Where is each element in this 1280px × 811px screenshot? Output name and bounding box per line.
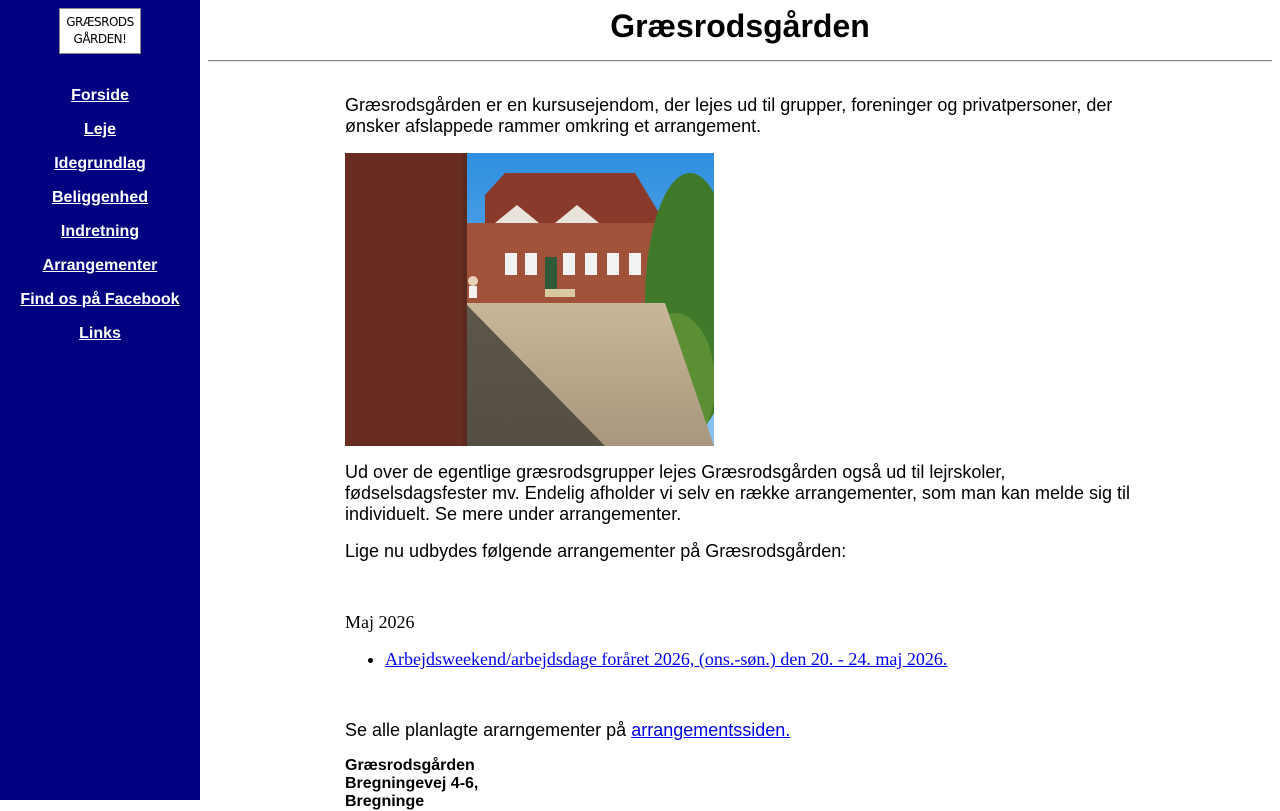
nav-item-forside: [0, 86, 200, 120]
address-line-town: Bregninge: [345, 793, 425, 810]
site-logo[interactable]: [59, 8, 141, 54]
sidebar: [0, 0, 200, 800]
title-divider: [208, 60, 1272, 62]
nav-link-facebook[interactable]: Find os på Facebook: [20, 291, 180, 308]
event-link[interactable]: Arbejdsweekend/arbejdsdage foråret 2026, (ons.-søn.) den 20. - 24. maj 2026.: [385, 649, 948, 669]
events-month-heading: Maj 2026: [345, 612, 415, 632]
address-block: [345, 757, 478, 811]
see-all-paragraph: [345, 720, 790, 741]
logo-line-2: GÅRDEN!: [73, 32, 127, 46]
events-intro: Lige nu udbydes følgende arrangementer på Græsrodsgården:: [345, 541, 847, 561]
events-list: [345, 649, 947, 670]
nav-link-beliggenhed[interactable]: Beliggenhed: [51, 189, 148, 206]
nav-link-indretning[interactable]: Indretning: [60, 223, 140, 240]
address-line-name: Græsrodsgården: [345, 757, 475, 774]
nav-link-forside[interactable]: Forside: [71, 87, 129, 104]
nav-link-links[interactable]: Links: [79, 325, 121, 342]
nav-item-links: [0, 324, 200, 358]
nav-item-arrangementer: [0, 256, 200, 290]
event-item: [385, 649, 947, 670]
main-nav: [0, 86, 200, 358]
address-line-street: Bregningevej 4-6,: [345, 775, 479, 792]
nav-item-beliggenhed: [0, 188, 200, 222]
nav-link-idegrundlag[interactable]: Idegrundlag: [54, 155, 146, 172]
page-title: Græsrodsgården: [610, 8, 870, 44]
nav-link-leje[interactable]: Leje: [83, 121, 116, 138]
arrangements-page-link[interactable]: arrangementssiden.: [631, 720, 791, 740]
farmhouse-photo: [345, 153, 714, 446]
see-all-text: Se alle planlagte ararngementer på: [345, 720, 632, 740]
nav-link-arrangementer[interactable]: Arrangementer: [42, 257, 158, 274]
nav-item-indretning: [0, 222, 200, 256]
intro-paragraph: Græsrodsgården er en kursusejendom, der lejes ud til grupper, foreninger og privatpersoner, der ønsker afslappede rammer omkring et arrangement.: [345, 95, 1113, 136]
logo-line-1: GRÆSRODS: [66, 15, 134, 29]
nav-item-idegrundlag: [0, 154, 200, 188]
nav-item-leje: [0, 120, 200, 154]
nav-item-facebook: [0, 290, 200, 324]
description-paragraph: Ud over de egentlige græsrodsgrupper lejes Græsrodsgården også ud til lejrskoler, fødselsdagsfester mv. Endelig afholder vi selv en række arrangementer, som man kan melde sig til individuelt. Se mere under arrangementer.: [345, 462, 1131, 524]
